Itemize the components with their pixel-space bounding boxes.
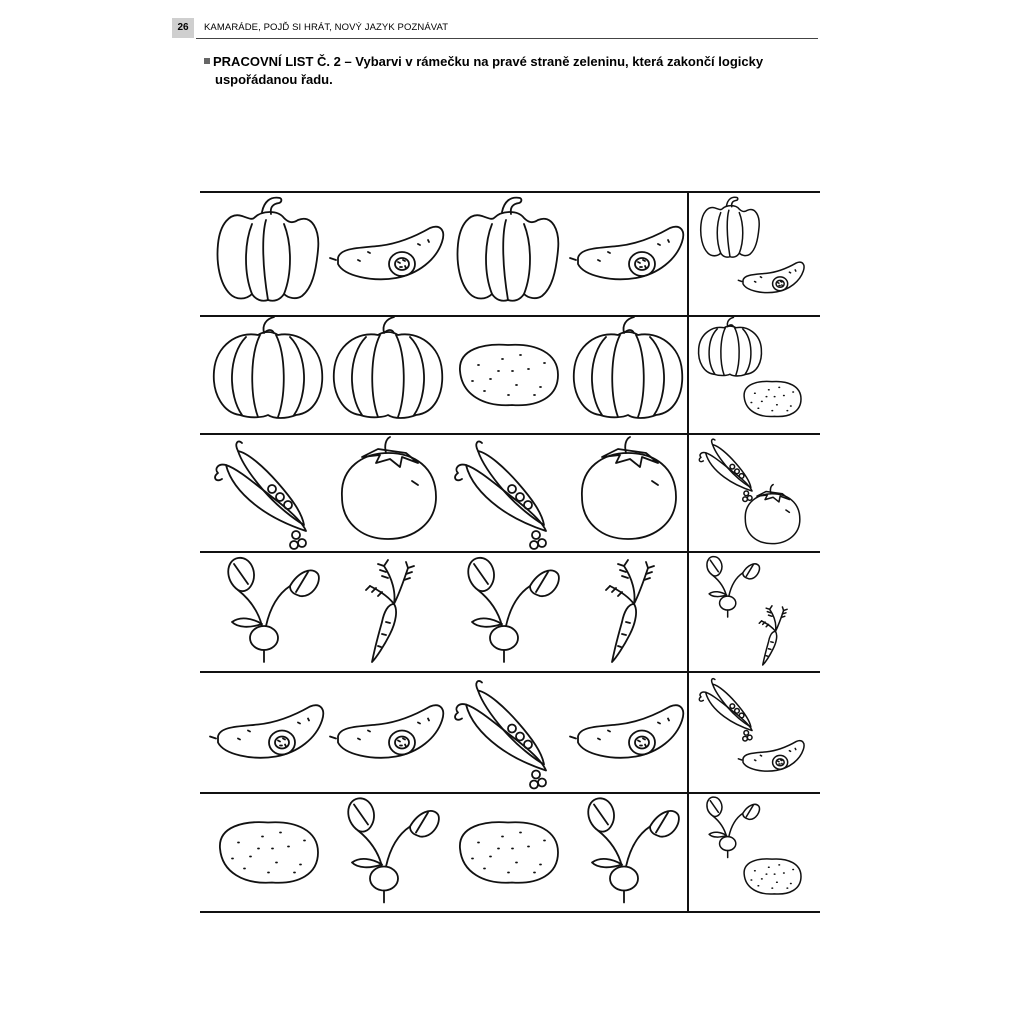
- pumpkin-icon: [334, 317, 442, 418]
- cucumber-icon: [330, 705, 443, 757]
- radish-icon[interactable]: [707, 557, 760, 617]
- instruction-line-1: PRACOVNÍ LIST Č. 2 – Vybarvi v rámečku na pravé straně zeleninu, která zakončí logicky: [213, 54, 764, 69]
- pepper-icon: [458, 198, 559, 301]
- potato-icon[interactable]: [744, 859, 801, 894]
- tomato-icon[interactable]: [745, 485, 800, 544]
- pumpkin-icon[interactable]: [699, 317, 762, 376]
- carrot-icon[interactable]: [759, 606, 787, 665]
- cucumber-icon: [570, 705, 683, 757]
- potato-icon: [460, 822, 558, 883]
- cucumber-icon[interactable]: [738, 741, 804, 771]
- pepper-icon: [218, 198, 319, 301]
- tomato-icon: [342, 437, 436, 539]
- carrot-icon: [366, 560, 414, 662]
- running-title: KAMARÁDE, POJĎ SI HRÁT, NOVÝ JAZYK POZNÁVAT: [204, 22, 449, 33]
- potato-icon[interactable]: [744, 381, 801, 416]
- cucumber-icon: [570, 227, 683, 279]
- page-number: 26: [172, 18, 194, 38]
- peapod-icon[interactable]: [699, 679, 752, 741]
- peapod-icon: [455, 441, 546, 549]
- pepper-icon[interactable]: [701, 197, 759, 257]
- radish-icon: [588, 798, 679, 902]
- peapod-icon[interactable]: [699, 439, 752, 501]
- tomato-icon: [582, 437, 676, 539]
- cucumber-icon: [330, 227, 443, 279]
- cucumber-icon[interactable]: [738, 262, 804, 292]
- carrot-icon: [606, 560, 654, 662]
- instruction-line-2: uspořádanou řadu.: [215, 72, 333, 87]
- radish-icon[interactable]: [707, 797, 760, 857]
- potato-icon: [460, 345, 558, 406]
- radish-icon: [228, 558, 319, 662]
- radish-icon: [468, 558, 559, 662]
- radish-icon: [348, 798, 439, 902]
- potato-icon: [220, 822, 318, 883]
- peapod-icon: [455, 681, 546, 789]
- pumpkin-icon: [214, 317, 322, 418]
- peapod-icon: [215, 441, 306, 549]
- cucumber-icon: [210, 705, 323, 757]
- pumpkin-icon: [574, 317, 682, 418]
